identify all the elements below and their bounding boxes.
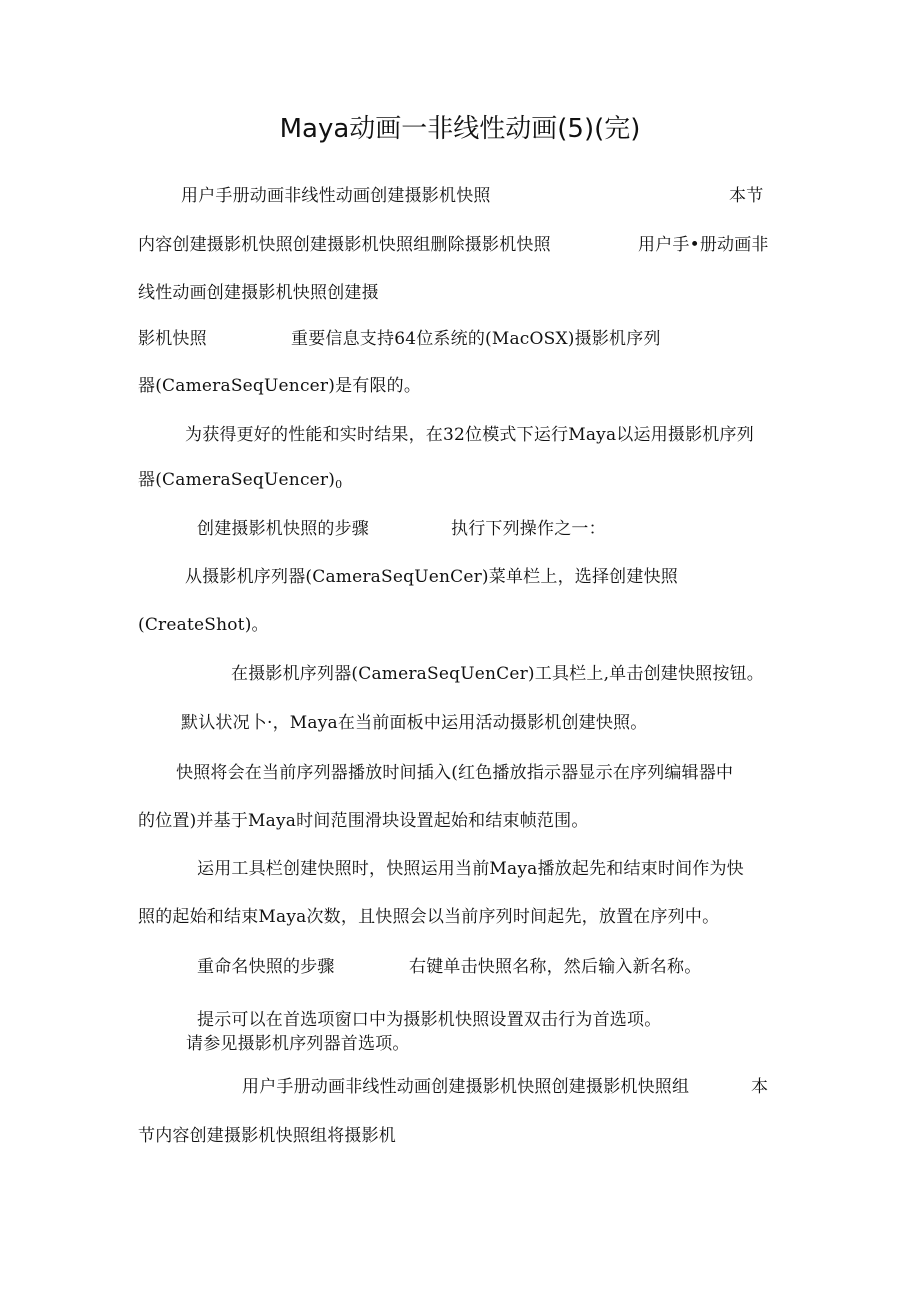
document-title: Maya动画一非线性动画(5)(完) [279, 114, 641, 144]
paragraph-toolbar-line-2: 照的起始和结束Maya次数，且快照会以当前序列时间起先，放置在序列中。 [138, 907, 720, 927]
paragraph-1-line-3: 线性动画创建摄影机快照创建摄 [138, 283, 379, 303]
steps-heading-create-shot: 创建摄影机快照的步骤 [197, 519, 369, 539]
paragraph-final-line-1-start: 用户手册动画非线性动画创建摄影机快照创建摄影机快照组 [242, 1077, 690, 1097]
tip-line-1: 提示可以在首选项窗口中为摄影机快照设置双击行为首选项。 [197, 1010, 662, 1030]
paragraph-2-line-2: 器(CameraSeqUencer)是有限的。 [138, 376, 422, 396]
paragraph-final-line-1-end: 本 [751, 1077, 769, 1097]
paragraph-final-line-2: 节内容创建摄影机快照组将摄影机 [138, 1126, 396, 1146]
steps-heading-rename: 重命名快照的步骤 [197, 957, 335, 977]
paragraph-3-line-1: 为获得更好的性能和实时结果，在32位模式下运行Maya以运用摄影机序列 [185, 425, 754, 445]
step-option-1-line-1: 从摄影机序列器(CameraSeqUenCer)菜单栏上，选择创建快照 [185, 567, 678, 587]
paragraph-1-line-1-start: 用户手册动画非线性动画创建摄影机快照 [181, 186, 491, 206]
paragraph-insertion-line-2: 的位置)并基于Maya时间范围滑块设置起始和结束帧范围。 [138, 811, 589, 831]
paragraph-insertion-line-1: 快照将会在当前序列器播放时间插入(红色播放指示器显示在序列编辑器中 [176, 763, 734, 783]
tip-line-2: 请参见摄影机序列器首选项。 [186, 1034, 410, 1054]
paragraph-2-line-1-end: 重要信息支持64位系统的(MacOSX)摄影机序列 [291, 329, 661, 349]
paragraph-1-line-2-end: 用户手•册动画非 [638, 235, 769, 255]
paragraph-2-line-1-start: 影机快照 [138, 329, 207, 349]
step-option-2: 在摄影机序列器(CameraSeqUenCer)工具栏上,单击创建快照按钮。 [231, 664, 764, 684]
paragraph-3-line-2 [138, 469, 342, 496]
rename-instruction: 右键单击快照名称，然后输入新名称。 [409, 957, 702, 977]
paragraph-toolbar-line-1: 运用工具栏创建快照时，快照运用当前Maya播放起先和结束时间作为快 [197, 859, 744, 879]
paragraph-default-behavior: 默认状况卜·，Maya在当前面板中运用活动摄影机创建快照。 [181, 713, 648, 733]
step-option-1-line-2: (CreateShot)。 [138, 615, 269, 635]
paragraph-1-line-2-start: 内容创建摄影机快照创建摄影机快照组删除摄影机快照 [138, 235, 551, 255]
paragraph-3-line-2-suffix: 0 [335, 478, 343, 491]
steps-instruction: 执行下列操作之一： [451, 519, 606, 539]
paragraph-1-line-1-end: 本节 [729, 186, 764, 206]
paragraph-3-line-2-text: 器(CameraSeqUencer) [138, 470, 336, 490]
